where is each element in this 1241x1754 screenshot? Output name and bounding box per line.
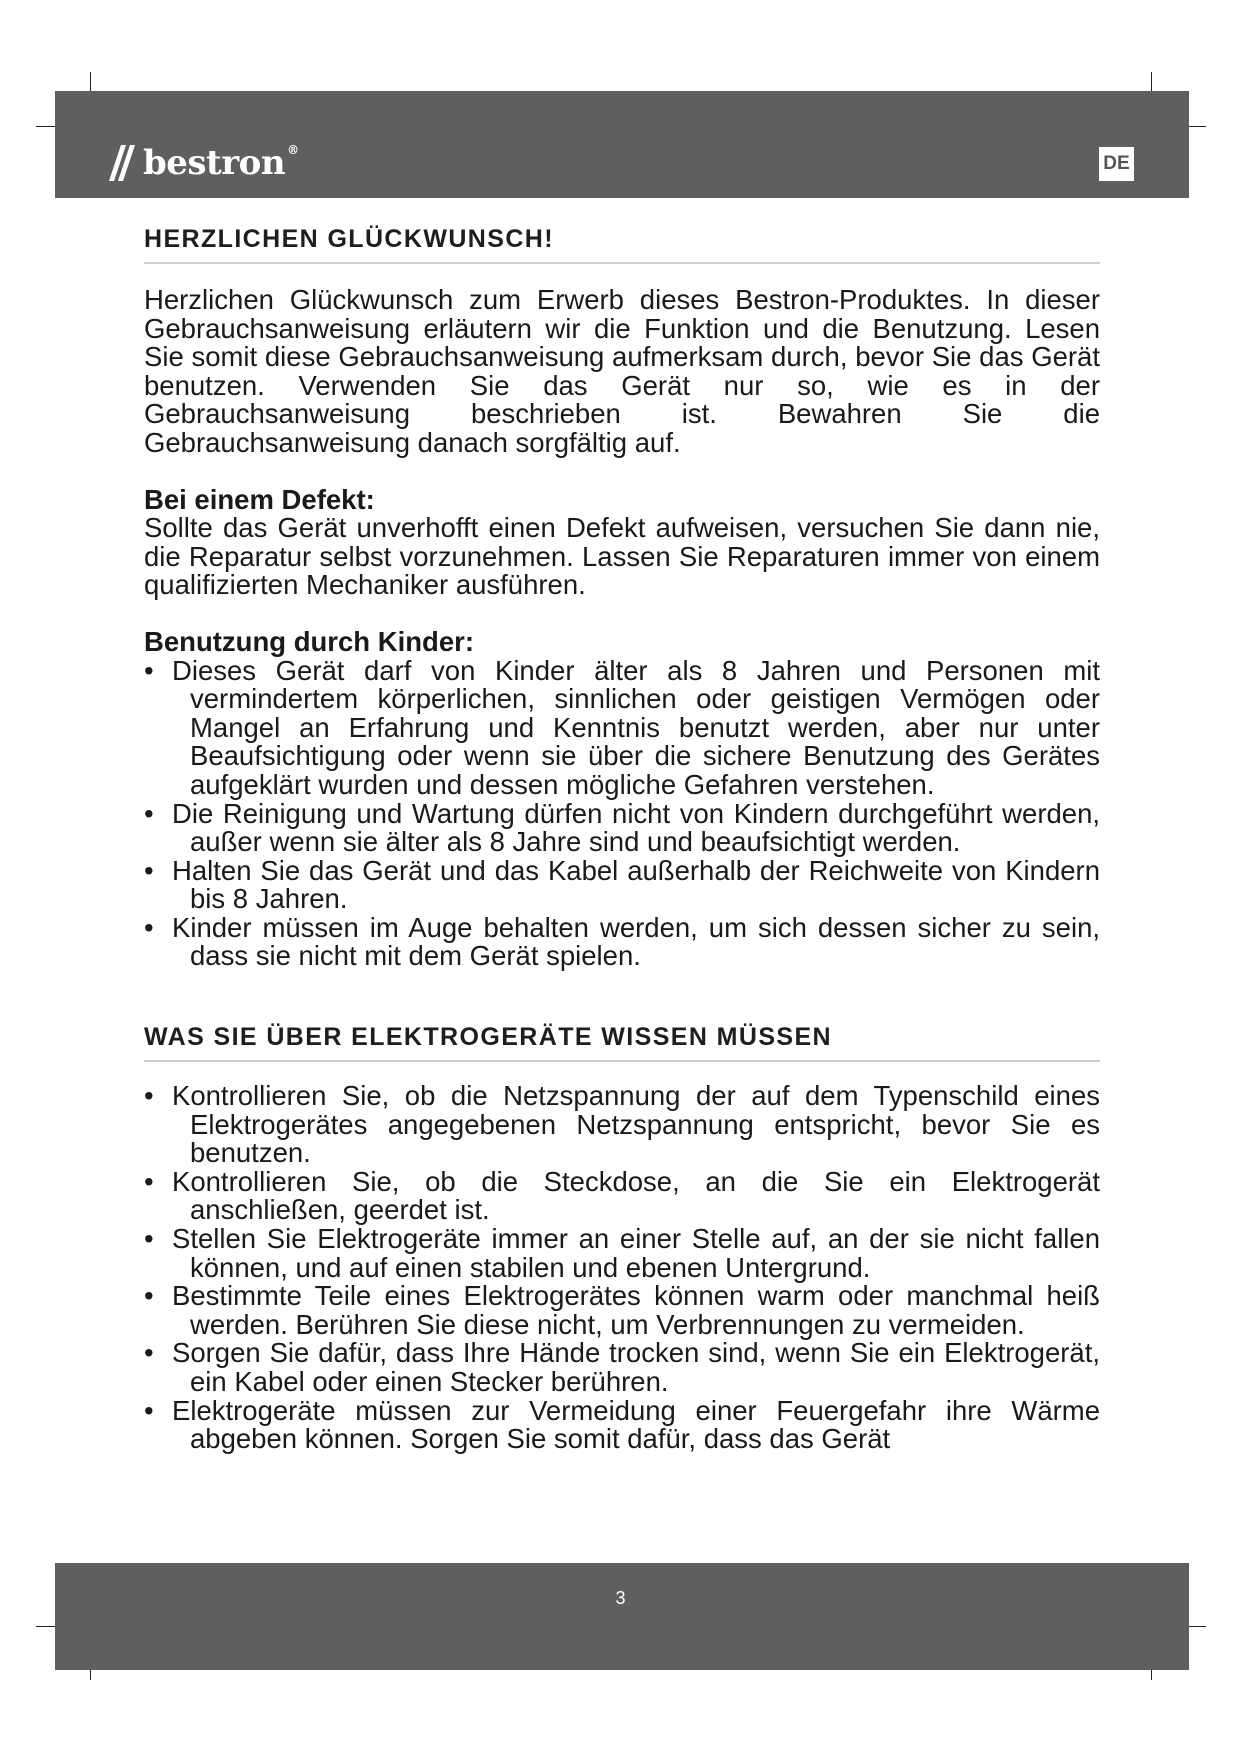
list-item: • Dieses Gerät darf von Kinder älter als 8 Jahren und Personen mit vermindertem körperlichen, sinnlichen oder geistigen Vermögen oder Mangel an Erfahrung und Kenntnis benutzt werden, aber nur unter Beaufsichtigung oder wenn sie über die sichere Benutzung des Gerätes aufgeklärt wurden und dessen mögliche Gefahren verstehen.	[144, 657, 1100, 800]
list-item: • Die Reinigung und Wartung dürfen nicht von Kindern durchgeführt werden, außer wenn sie älter als 8 Jahre sind und beaufsichtigt werden.	[144, 800, 1100, 857]
intro-paragraph: Herzlichen Glückwunsch zum Erwerb dieses Bestron-Produktes. In dieser Gebrauchsanweisung erläutern wir die Funktion und die Benutzung. Lesen Sie somit diese Gebrauchsanweisung aufmerksam durch, bevor Sie das Gerät benutzen. Verwenden Sie das Gerät nur so, wie es in der Gebrauchsanweisung beschrieben ist. Bewahren Sie die Gebrauchsanweisung danach sorgfältig auf.	[144, 284, 1100, 458]
language-badge: DE	[1099, 147, 1134, 181]
defect-heading: Bei einem Defekt:	[144, 483, 375, 515]
page-content	[144, 223, 1100, 1454]
page-number: 3	[615, 1588, 626, 1608]
footer-band	[55, 1563, 1189, 1670]
children-heading: Benutzung durch Kinder:	[144, 625, 474, 657]
logo-stripes-icon	[107, 143, 137, 183]
bestron-logo	[107, 141, 299, 185]
list-item: • Sorgen Sie dafür, dass Ihre Hände trocken sind, wenn Sie ein Elektrogerät, ein Kabel oder einen Stecker berühren.	[144, 1339, 1100, 1396]
list-item: • Stellen Sie Elektrogeräte immer an einer Stelle auf, an der sie nicht fallen können, und auf einen stabilen und ebenen Untergrund.	[144, 1225, 1100, 1282]
registered-mark: ®	[287, 143, 299, 157]
section-title-electrical: WAS SIE ÜBER ELEKTROGERÄTE WISSEN MÜSSEN	[144, 1021, 1100, 1062]
children-list	[144, 654, 1100, 972]
list-item: • Kontrollieren Sie, ob die Steckdose, an die Sie ein Elektrogerät anschließen, geerdet ist.	[144, 1168, 1100, 1225]
list-item: • Kinder müssen im Auge behalten werden, um sich dessen sicher zu sein, dass sie nicht mit dem Gerät spielen.	[144, 914, 1100, 971]
list-item: • Kontrollieren Sie, ob die Netzspannung der auf dem Typenschild eines Elektrogerätes angegebenen Netzspannung entspricht, bevor Sie es benutzen.	[144, 1082, 1100, 1168]
logo-text: bestron ®	[143, 143, 299, 183]
electrical-list	[144, 1082, 1100, 1454]
list-item: • Bestimmte Teile eines Elektrogerätes können warm oder manchmal heiß werden. Berühren Sie diese nicht, um Verbrennungen zu vermeiden.	[144, 1282, 1100, 1339]
section-title-congratulations: HERZLICHEN GLÜCKWUNSCH!	[144, 223, 1100, 264]
list-item: • Halten Sie das Gerät und das Kabel außerhalb der Reichweite von Kindern bis 8 Jahren.	[144, 857, 1100, 914]
defect-paragraph: Sollte das Gerät unverhofft einen Defekt aufweisen, versuchen Sie dann nie, die Reparatur selbst vorzunehmen. Lassen Sie Reparaturen immer von einem qualifizierten Mechaniker ausführen.	[144, 512, 1100, 601]
list-item: • Elektrogeräte müssen zur Vermeidung einer Feuergefahr ihre Wärme abgeben können. Sorgen Sie somit dafür, dass das Gerät	[144, 1397, 1100, 1454]
